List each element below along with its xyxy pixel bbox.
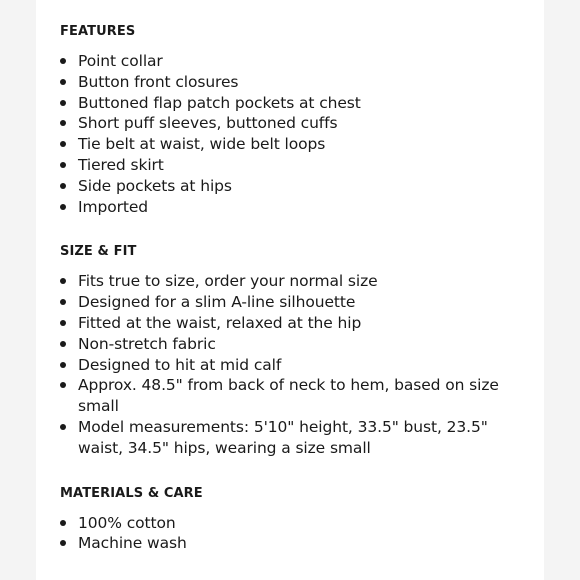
list-item	[60, 292, 530, 313]
list-item	[60, 51, 530, 72]
bullet-icon	[60, 162, 66, 168]
list-item-text: 100% cotton	[78, 513, 176, 532]
features-list	[60, 51, 530, 217]
list-item	[60, 417, 530, 459]
bullet-icon	[60, 79, 66, 85]
bullet-icon	[60, 120, 66, 126]
list-item	[60, 375, 530, 417]
list-item	[60, 355, 530, 376]
list-item	[60, 134, 530, 155]
list-item	[60, 155, 530, 176]
list-item	[60, 176, 530, 197]
bullet-icon	[60, 204, 66, 210]
list-item	[60, 113, 530, 134]
list-item-text: Imported	[78, 197, 149, 216]
list-item-text: Tiered skirt	[78, 155, 164, 174]
bullet-icon	[60, 141, 66, 147]
list-item-text: Side pockets at hips	[78, 176, 232, 195]
bullet-icon	[60, 520, 66, 526]
bullet-icon	[60, 58, 66, 64]
list-item-text: Designed to hit at mid calf	[78, 355, 282, 374]
size-fit-list	[60, 271, 530, 458]
list-item-text: Tie belt at waist, wide belt loops	[78, 135, 326, 154]
list-item	[60, 313, 530, 334]
list-item	[60, 197, 530, 218]
list-item-text: Model measurements: 5'10" height, 33.5" bust, 23.5" waist, 34.5" hips, wearing a size small	[78, 417, 488, 457]
list-item-text: Fitted at the waist, relaxed at the hip	[78, 313, 362, 332]
list-item-text: Button front closures	[78, 72, 239, 91]
bullet-icon	[60, 424, 66, 430]
list-item	[60, 271, 530, 292]
bullet-icon	[60, 341, 66, 347]
bullet-icon	[60, 183, 66, 189]
list-item-text: Short puff sleeves, buttoned cuffs	[78, 114, 338, 133]
materials-care-heading: MATERIALS & CARE	[60, 485, 203, 501]
product-details-panel	[36, 0, 544, 580]
list-item-text: Machine wash	[78, 534, 187, 553]
size-fit-heading: SIZE & FIT	[60, 244, 137, 260]
bullet-icon	[60, 299, 66, 305]
list-item-text: Buttoned flap patch pockets at chest	[78, 93, 361, 112]
bullet-icon	[60, 320, 66, 326]
list-item	[60, 533, 530, 554]
list-item-text: Approx. 48.5" from back of neck to hem, based on size small	[78, 376, 499, 416]
bullet-icon	[60, 362, 66, 368]
bullet-icon	[60, 382, 66, 388]
bullet-icon	[60, 100, 66, 106]
list-item	[60, 93, 530, 114]
features-heading: FEATURES	[60, 24, 136, 39]
list-item-text: Non-stretch fabric	[78, 334, 216, 353]
list-item-text: Point collar	[78, 52, 163, 70]
bullet-icon	[60, 278, 66, 284]
list-item-text: Designed for a slim A-line silhouette	[78, 293, 356, 312]
list-item	[60, 513, 530, 534]
product-details-content	[60, 22, 530, 554]
bullet-icon	[60, 540, 66, 546]
list-item-text: Fits true to size, order your normal size	[78, 272, 378, 291]
list-item	[60, 72, 530, 93]
materials-care-list	[60, 513, 530, 555]
list-item	[60, 334, 530, 355]
